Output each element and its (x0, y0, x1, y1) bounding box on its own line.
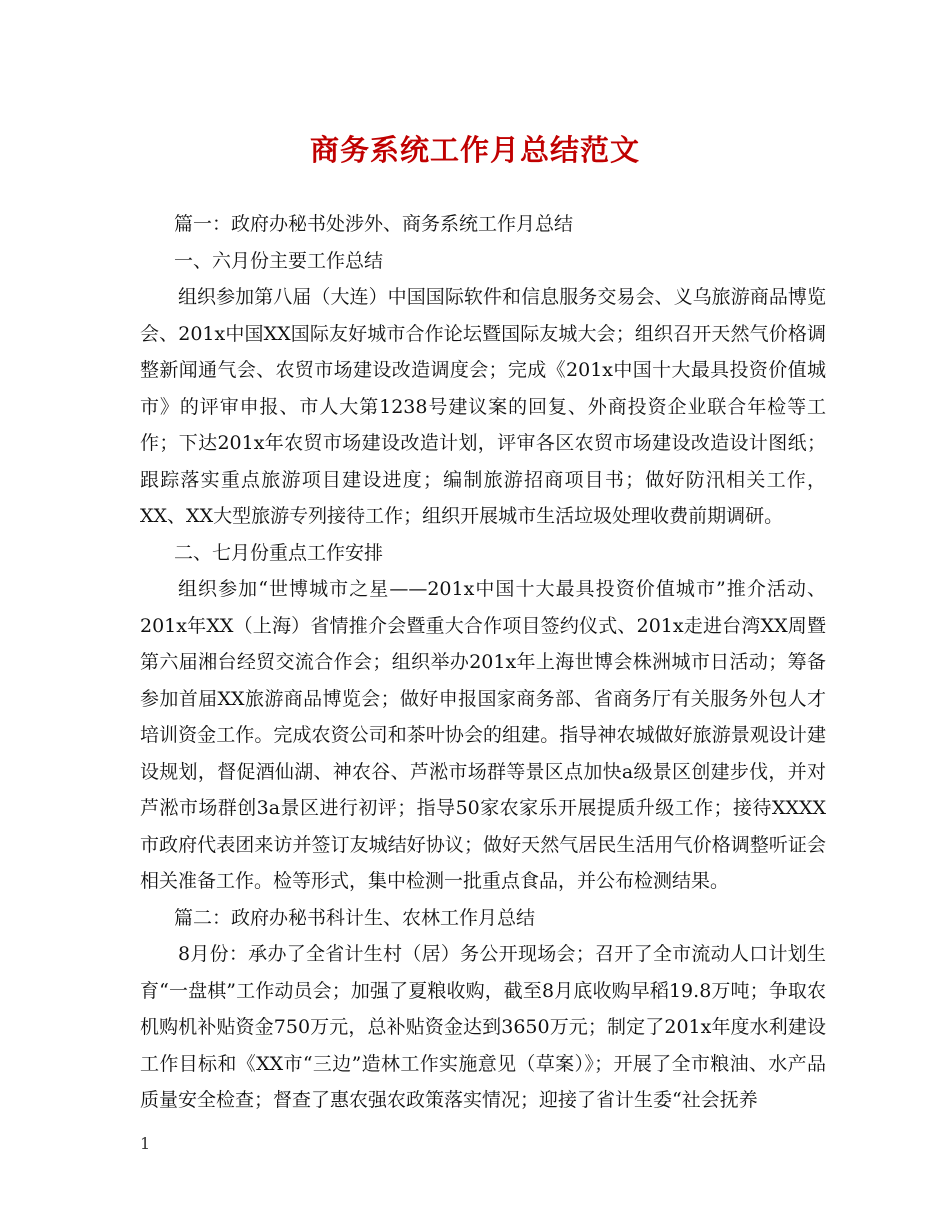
subsection-heading: 一、六月份主要工作总结 (174, 249, 384, 272)
body-paragraph: 8月份：承办了全省计生村（居）务公开现场会；召开了全市流动人口计划生育“一盘棋”工作动员会；加强了夏粮收购，截至8月底收购早稻19.8万吨；争取农机购机补贴资金750万元，总补贴资金达到3650万元；制定了201x年度水利建设工作目标和《XX市“三边”造林工作实施意见（草案）》；开展了全市粮油、水产品质量安全检查；督查了惠农强农政策落实情况；迎接了省计生委“社会抚养 (140, 943, 826, 1111)
body-paragraph: 组织参加“世博城市之星——201x中国十大最具投资价值城市”推介活动、201x年XX（上海）省情推介会暨重大合作项目签约仪式、201x走进台湾XX周暨第六届湘台经贸交流合作会；组织举办201x年上海世博会株洲城市日活动；筹备参加首届XX旅游商品博览会；做好申报国家商务部、省商务厅有关服务外包人才培训资金工作。完成农资公司和茶叶协会的组建。指导神农城做好旅游景观设计建设规划，督促酒仙湖、神农谷、芦淞市场群等景区点加快a级景区创建步伐，并对芦淞市场群创3a景区进行初评；指导50家农家乐开展提质升级工作；接待XXXX市政府代表团来访并签订友城结好协议；做好天然气居民生活用气价格调整听证会相关准备工作。检等形式，集中检测一批重点食品，并公布检测结果。 (140, 578, 826, 892)
subsection-heading: 二、七月份重点工作安排 (174, 541, 384, 564)
document-title: 商务系统工作月总结范文 (309, 133, 640, 167)
section-heading: 篇二：政府办秘书科计生、农林工作月总结 (174, 906, 536, 929)
document-body (140, 206, 826, 1119)
page-number: 1 (140, 1134, 151, 1153)
section-heading: 篇一：政府办秘书处涉外、商务系统工作月总结 (174, 213, 574, 235)
body-paragraph: 组织参加第八届（大连）中国国际软件和信息服务交易会、义乌旅游商品博览会、201x中国XX国际友好城市合作论坛暨国际友城大会；组织召开天然气价格调整新闻通气会、农贸市场建设改造调度会；完成《201x中国十大最具投资价值城市》的评审申报、市人大第1238号建议案的回复、外商投资企业联合年检等工作；下达201x年农贸市场建设改造计划，评审各区农贸市场建设改造设计图纸；跟踪落实重点旅游项目建设进度；编制旅游招商项目书；做好防汛相关工作，XX、XX大型旅游专列接待工作；组织开展城市生活垃圾处理收费前期调研。 (140, 286, 826, 527)
